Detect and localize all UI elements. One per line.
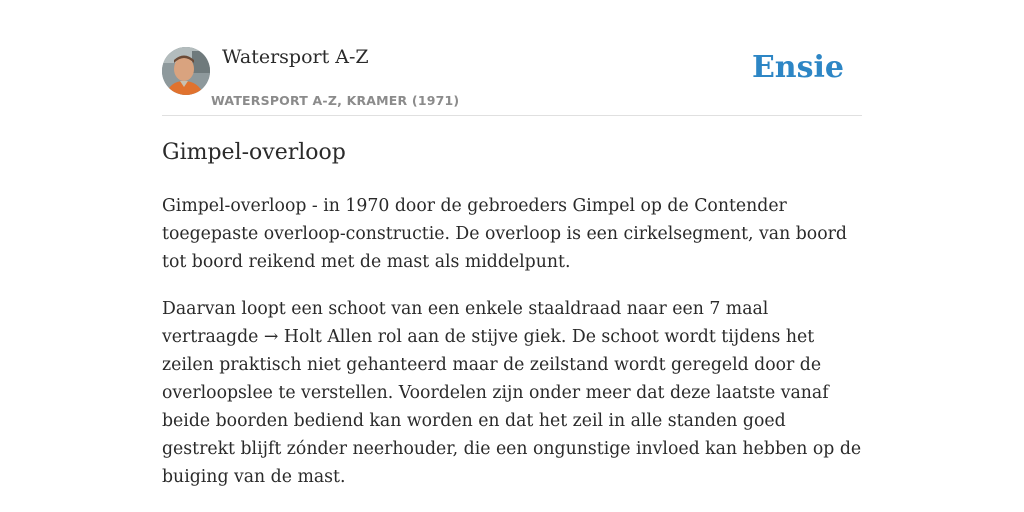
brand-logo[interactable]: Ensie <box>751 50 844 85</box>
author-name[interactable]: Watersport A-Z <box>222 46 369 68</box>
article-paragraph-2: Daarvan loopt een schoot van een enkele staaldraad naar een 7 maal vertraagde → Holt Allen rol aan de stijve giek. De schoot wordt tijdens het zeilen praktisch niet gehanteerd maar de zeilstand wordt geregeld door de overloopslee te verstellen. Voordelen zijn onder meer dat deze laatste vanaf beide boorden bediend kan worden en dat het zeil in alle standen goed gestrekt blijft zónder neerhouder, die een ongunstige invloed kan hebben op de buiging van de mast. <box>162 299 862 487</box>
article-title: Gimpel-overloop <box>162 140 346 165</box>
article-card <box>162 0 862 512</box>
source-label: WATERSPORT A-Z, KRAMER (1971) <box>211 93 460 108</box>
author-avatar[interactable] <box>162 47 210 95</box>
article-paragraph-1: Gimpel-overloop - in 1970 door de gebroeders Gimpel op de Contender toegepaste overloop-constructie. De overloop is een cirkelsegment, van boord tot boord reikend met de mast als middelpunt. <box>162 196 847 272</box>
header-divider <box>162 115 862 116</box>
avatar-photo <box>162 47 210 95</box>
